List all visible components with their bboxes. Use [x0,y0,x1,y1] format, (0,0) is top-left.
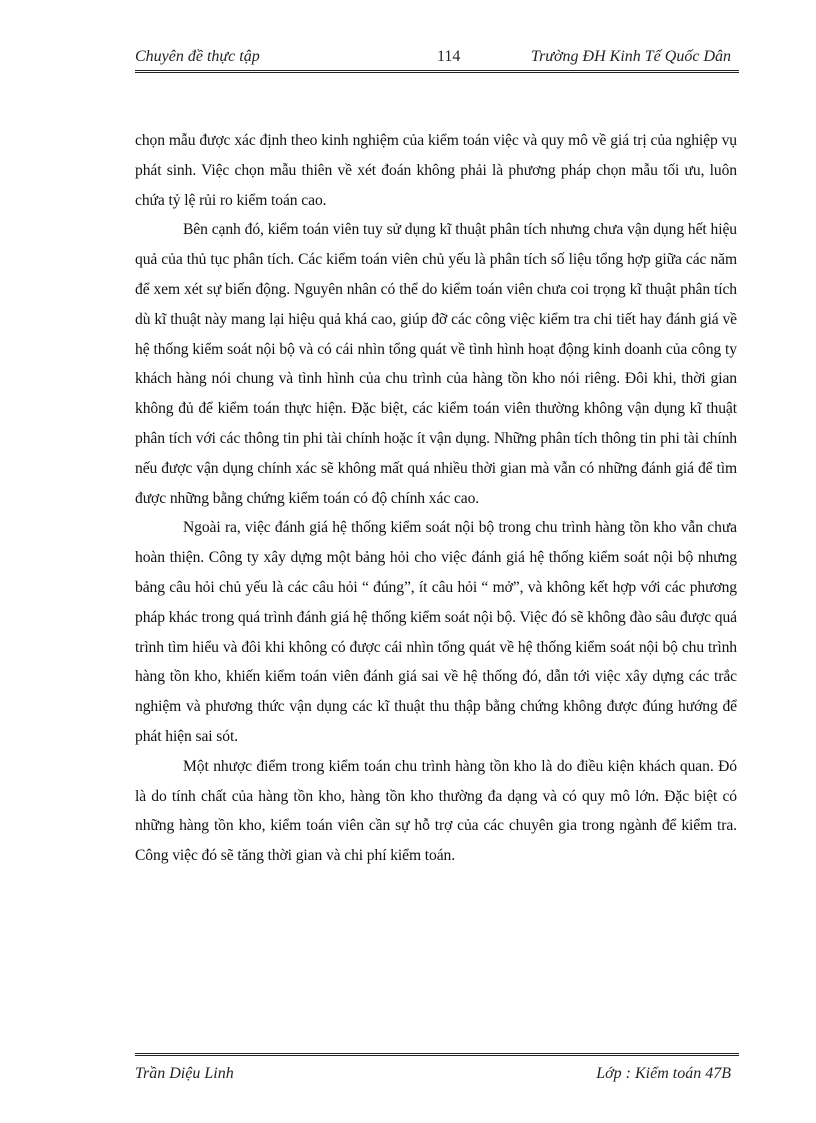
footer-author: Trần Diệu Linh [135,1065,234,1082]
header-document-type: Chuyên đề thực tập [135,48,260,65]
page-footer [135,1053,739,1082]
document-body [135,126,737,871]
paragraph-objective-conditions: Một nhược điểm trong kiểm toán chu trình hàng tồn kho là do điều kiện khách quan. Đó là do tính chất của hàng tồn kho, hàng tồn kho thường đa dạng và có quy mô lớn. Đặc biệt có những hàng tồn kho, kiểm toán viên cần sự hỗ trợ của các chuyên gia trong ngành để kiểm tra. Công việc đó sẽ tăng thời gian và chi phí kiểm toán. [135,757,737,865]
paragraph-analytical-procedures: Bên cạnh đó, kiểm toán viên tuy sử dụng kĩ thuật phân tích nhưng chưa vận dụng hết hiệu quả của thủ tục phân tích. Các kiểm toán viên chủ yếu là phân tích số liệu tổng hợp giữa các năm để xem xét sự biến động. Nguyên nhân có thể do kiểm toán viên chưa coi trọng kĩ thuật phân tích dù kĩ thuật này mang lại hiệu quả khá cao, giúp đỡ các công việc kiểm tra chi tiết hay đánh giá về hệ thống kiểm soát nội bộ và có cái nhìn tổng quát về tình hình hoạt động kinh doanh của công ty khách hàng nói chung và tình hình của chu trình của hàng tồn kho nói riêng. Đôi khi, thời gian không đủ để kiểm toán thực hiện. Đặc biệt, các kiểm toán viên thường không vận dụng kĩ thuật phân tích với các thông tin phi tài chính hoặc ít vận dụng. Những phân tích thông tin phi tài chính nếu được vận dụng chính xác sẽ không mất quá nhiều thời gian mà vẫn có những đánh giá để tìm được những bằng chứng kiểm toán có độ chính xác cao. [135,221,737,507]
paragraph-internal-control: Ngoài ra, việc đánh giá hệ thống kiểm soát nội bộ trong chu trình hàng tồn kho vẫn chưa hoàn thiện. Công ty xây dựng một bảng hỏi cho việc đánh giá hệ thống kiểm soát nội bộ nhưng bảng câu hỏi chủ yếu là các câu hỏi “ đúng”, ít câu hỏi “ mở”, và không kết hợp với các phương pháp khác trong quá trình đánh giá hệ thống kiểm soát nội bộ. Việc đó sẽ không đào sâu được quá trình tìm hiểu và đôi khi không có được cái nhìn tổng quát về hệ thống kiểm soát nội bộ chu trình hàng tồn kho, khiến kiểm toán viên đánh giá sai về hệ thống đó, dẫn tới việc xây dựng các trắc nghiệm và phương thức vận dụng các kĩ thuật thu thập bằng chứng không được đúng hướng để phát hiện sai sót. [135,519,737,745]
header-university: Trường ĐH Kinh Tế Quốc Dân [531,48,731,65]
footer-class: Lớp : Kiểm toán 47B [596,1065,731,1082]
paragraph-continuation: chọn mẫu được xác định theo kinh nghiệm của kiểm toán việc và quy mô về giá trị của nghiệp vụ phát sinh. Việc chọn mẫu thiên về xét đoán không phải là phương pháp chọn mẫu tối ưu, luôn chứa tỷ lệ rủi ro kiểm toán cao. [135,132,737,209]
page-header [135,48,739,73]
page-number: 114 [437,48,461,65]
